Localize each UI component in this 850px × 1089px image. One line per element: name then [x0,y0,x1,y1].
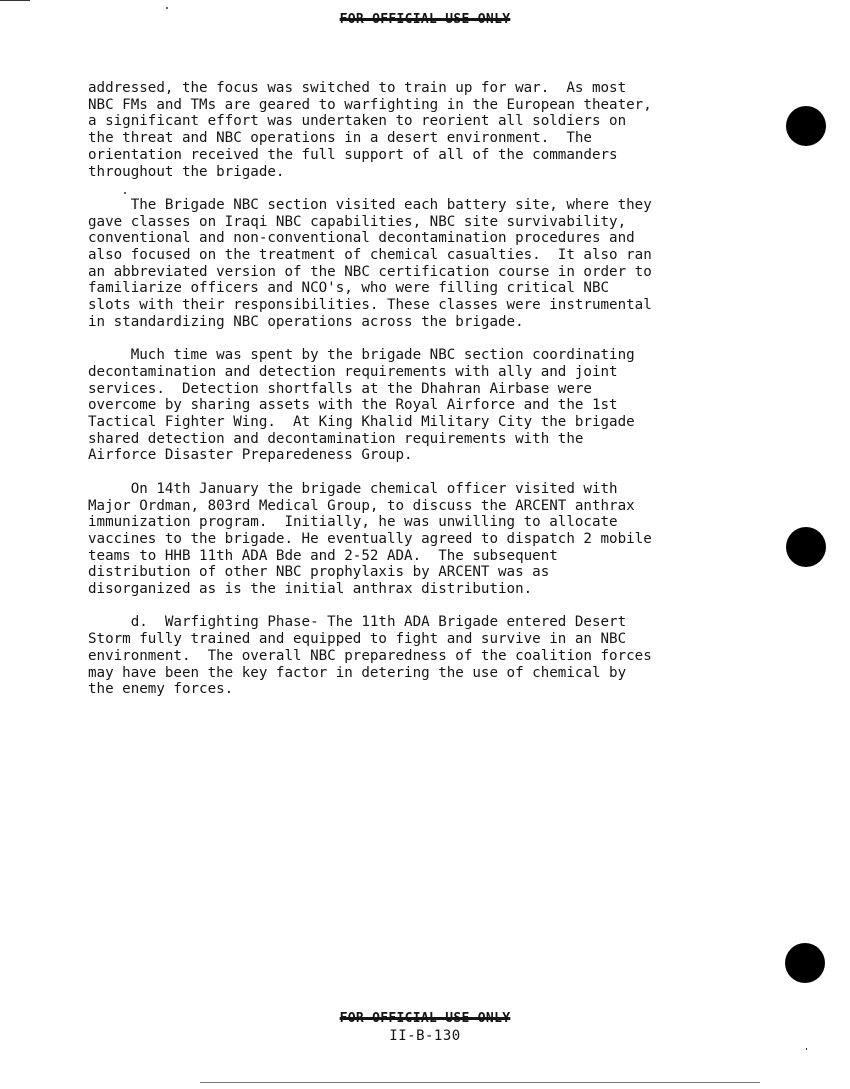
scan-speck [806,1048,807,1050]
paragraph: On 14th January the brigade chemical officer visited with Major Ordman, 803rd Medical Group, to discuss the ARCENT anthrax immunization program. Initially, he was unwilling to allocate vaccines to the brigade. He eventually agreed to dispatch 2 mobile teams to HHB 11th ADA Bde and 2-52 ADA. The subsequent distribution of other NBC prophylaxis by ARCENT was as disorganized as is the initial anthrax distribution. [88,480,652,598]
punch-hole [786,106,826,146]
punch-hole [785,943,825,983]
page-number: II-B-130 [389,1028,461,1044]
scan-artifact-bottom-edge [200,1082,760,1083]
paragraph: d. Warfighting Phase- The 11th ADA Brigade entered Desert Storm fully trained and equipped to fight and survive in an NBC environment. The overall NBC preparedness of the coalition forces may have been the key factor in detering the use of chemical by the enemy forces. [88,614,652,698]
punch-hole [786,527,826,567]
paragraph: The Brigade NBC section visited each battery site, where they gave classes on Iraqi NBC capabilities, NBC site survivability, conventional and non-conventional decontamination procedures and also focused on the treatment of chemical casualties. It also ran an abbreviated version of the NBC certification course in order to familiarize officers and NCO's, who were filling critical NBC slots with their responsibilities. These classes were instrumental in standardizing NBC operations across the brigade. [88,196,652,330]
scan-speck [166,7,168,9]
classification-footer: FOR OFFICIAL USE ONLY [339,1011,511,1026]
scan-artifact-top-left [0,0,30,1]
document-body [88,80,778,715]
paragraph: Much time was spent by the brigade NBC section coordinating decontamination and detection requirements with ally and joint services. Detection shortfalls at the Dhahran Airbase were overcome by sharing assets with the Royal Airforce and the 1st Tactical Fighter Wing. At King Khalid Military City the brigade shared detection and decontamination requirements with the Airforce Disaster Preparedeness Group. [88,347,635,464]
paragraph: addressed, the focus was switched to train up for war. As most NBC FMs and TMs are geared to warfighting in the European theater, a significant effort was undertaken to reorient all soldiers on the threat and NBC operations in a desert environment. The orientation received the full support of all of the commanders throughout the brigade. [88,80,652,180]
classification-header: FOR OFFICIAL USE ONLY [339,12,511,27]
